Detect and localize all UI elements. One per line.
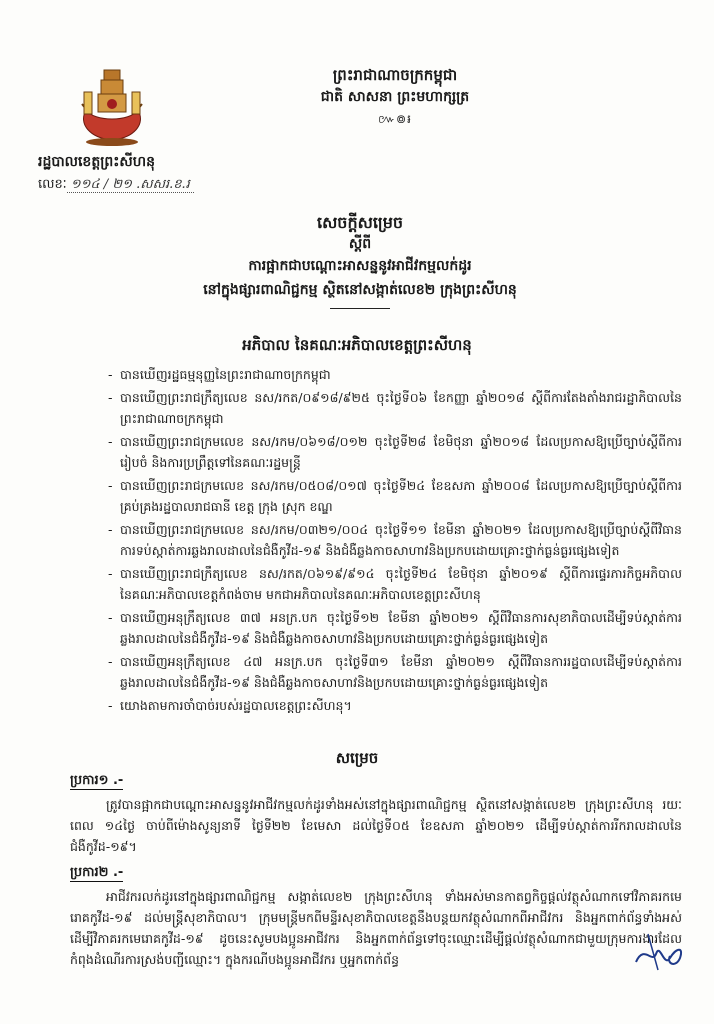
list-item: - បានឃើញព្រះរាជក្រមលេខ នស/រកម/០៣២១/០០៤ ចុះថ្ងៃទី១១ ខែមីនា ឆ្នាំ២០២១ ដែលប្រកាសឱ្យប្រើច្បាប់ស្តីពីវិធានការទប់ស្កាត់ការឆ្លងរាលដាលនៃជំងឺកូវីដ-១៩ និងជំងឺឆ្លងកាចសាហាវនិងប្រកបដោយគ្រោះថ្នាក់ធ្ងន់ធ្ងរផ្សេងទៀត	[108, 519, 682, 561]
article-1-body: ត្រូវបានផ្អាកជាបណ្តោះអាសន្ននូវអាជីវកម្មលក់ដូរទាំងអស់នៅក្នុងផ្សារពាណិជ្ជកម្ម ស្ថិតនៅសង្កាត់លេខ២ ក្រុងព្រះសីហនុ រយៈពេល ១៤ថ្ងៃ ចាប់ពីម៉ោងសូន្យនាទី ថ្ងៃទី២២ ខែមេសា ដល់ថ្ងៃទី០៥ ខែឧសភា ឆ្នាំ២០២១ ដើម្បីទប់ស្កាត់ការរីករាលដាលនៃជំងឺកូវីដ-១៩។	[70, 797, 682, 854]
list-item: - បានឃើញរដ្ឋធម្មនុញ្ញនៃព្រះរាជាណាចក្រកម្ពុជា	[108, 364, 682, 385]
decides-heading: សម្រេច	[335, 749, 379, 767]
issuing-authority: រដ្ឋបាលខេត្តព្រះសីហនុ	[38, 154, 155, 170]
decision-title	[150, 212, 570, 309]
reference-value: ១១៤ / ២១ .សសរ.ខ.រ	[67, 177, 194, 193]
ornament-divider: ៚៙៛	[378, 112, 412, 126]
article-2-body: អាជីវករលក់ដូរនៅក្នុងផ្សារពាណិជ្ជកម្ម សង្កាត់លេខ២ ក្រុងព្រះសីហនុ ទាំងអស់មានកាតព្វកិច្ចផ្តល់វត្ថុសំណាកទៅវិភាគរកមេរោគកូវីដ-១៩ ដល់មន្ត្រីសុខាភិបាល។ ក្រុមមន្ត្រីមកពីមន្ទីរសុខាភិបាលខេត្តនឹងបន្តយកវត្ថុសំណាកពីអាជីវករ និងអ្នកពាក់ព័ន្ធទាំងអស់ដើម្បីវិភាគរកមេរោគកូវីដ-១៩ ដូចនេះសូមបងប្អូនអាជីវករ និងអ្នកពាក់ព័ន្ធទៅចុះឈ្មោះដើម្បីផ្តល់វត្ថុសំណាកជាមួយក្រុមការងារដែលកំពុងដំណើរការស្រង់បញ្ជីឈ្មោះ។ ក្នុងករណីបងប្អូនអាជីវករ ឬអ្នកពាក់ព័ន្ធ	[70, 889, 682, 967]
letterhead	[270, 64, 520, 130]
list-item: - បានឃើញព្រះរាជក្រឹត្យលេខ នស/រកត/០៩១៨/៩២៥ ចុះថ្ងៃទី០៦ ខែកញ្ញា ឆ្នាំ២០១៨ ស្តីពីការតែងតាំងរាជរដ្ឋាភិបាលនៃព្រះរាជាណាចក្រកម្ពុជា	[108, 387, 682, 429]
national-motto: ជាតិ សាសនា ព្រះមហាក្សត្រ	[320, 89, 470, 105]
reference-number	[38, 176, 194, 195]
article-2-heading	[70, 864, 123, 883]
kingdom-name: ព្រះរាជាណាចក្រកម្ពុជា	[332, 66, 458, 84]
governor-heading: អភិបាល នៃគណៈអភិបាលខេត្តព្រះសីហនុ	[242, 336, 472, 354]
visa-list	[108, 364, 682, 718]
article-1-heading	[70, 772, 123, 791]
title-line-4: នៅក្នុងផ្សារពាណិជ្ជកម្ម ស្ថិតនៅសង្កាត់លេខ២ ក្រុងព្រះសីហនុ	[203, 282, 517, 298]
signature-initial-icon	[630, 924, 690, 974]
reference-label: លេខៈ	[38, 177, 67, 192]
list-item: - បានឃើញព្រះរាជក្រឹត្យលេខ នស/រកត/០៦១៩/៩១៤ ចុះថ្ងៃទី២៤ ខែមិថុនា ឆ្នាំ២០១៩ ស្តីពីការផ្ទេរភារកិច្ចអភិបាល នៃគណៈអភិបាលខេត្តកំពង់ចាម មកជាអភិបាលនៃគណៈអភិបាលខេត្តព្រះសីហនុ	[108, 563, 682, 605]
article-1-label: ប្រការ១ .-	[70, 773, 124, 788]
list-item: - បានឃើញអនុក្រឹត្យលេខ ៣៧ អនក្រ.បក ចុះថ្ងៃទី១២ ខែមីនា ឆ្នាំ២០២១ ស្តីពីវិធានការសុខាភិបាលដើម្បីទប់ស្កាត់ការឆ្លងរាលដាលនៃជំងឺកូវីដ-១៩ និងជំងឺឆ្លងកាចសាហាវនិងប្រកបដោយគ្រោះថ្នាក់ធ្ងន់ធ្ងរផ្សេងទៀត	[108, 607, 682, 649]
title-line-2: ស្តីពី	[348, 236, 372, 252]
title-divider	[330, 308, 390, 309]
list-item: - បានឃើញព្រះរាជក្រមលេខ នស/រកម/០៥០៨/០១៧ ចុះថ្ងៃទី២៤ ខែឧសភា ឆ្នាំ២០០៨ ដែលប្រកាសឱ្យប្រើច្បាប់ស្តីពីការគ្រប់គ្រងរដ្ឋបាលរាជធានី ខេត្ត ក្រុង ស្រុក ខណ្ឌ	[108, 475, 682, 517]
title-line-3: ការផ្អាកជាបណ្តោះអាសន្ននូវអាជីវកម្មលក់ដូរ	[248, 258, 472, 274]
list-item: - បានឃើញព្រះរាជក្រមលេខ នស/រកម/០៦១៨/០១២ ចុះថ្ងៃទី២៨ ខែមិថុនា ឆ្នាំ២០១៨ ដែលប្រកាសឱ្យប្រើច្បាប់ស្តីពីការរៀបចំ និងការប្រព្រឹត្តទៅនៃគណៈរដ្ឋមន្ត្រី	[108, 431, 682, 473]
list-item: - បានឃើញអនុក្រឹត្យលេខ ៤៧ អនក្រ.បក ចុះថ្ងៃទី៣១ ខែមីនា ឆ្នាំ២០២១ ស្តីពីវិធានការរដ្ឋបាលដើម្បីទប់ស្កាត់ការឆ្លងរាលដាលនៃជំងឺកូវីដ-១៩ និងជំងឺឆ្លងកាចសាហាវនិងប្រកបដោយគ្រោះថ្នាក់ធ្ងន់ធ្ងរផ្សេងទៀត	[108, 651, 682, 693]
title-line-1: សេចក្តីសម្រេច	[316, 213, 403, 232]
list-item: - យោងតាមការចាំបាច់របស់រដ្ឋបាលខេត្តព្រះសីហនុ។	[108, 695, 682, 716]
article-2-label: ប្រការ២ .-	[70, 865, 124, 880]
cambodia-emblem-icon	[74, 64, 150, 148]
